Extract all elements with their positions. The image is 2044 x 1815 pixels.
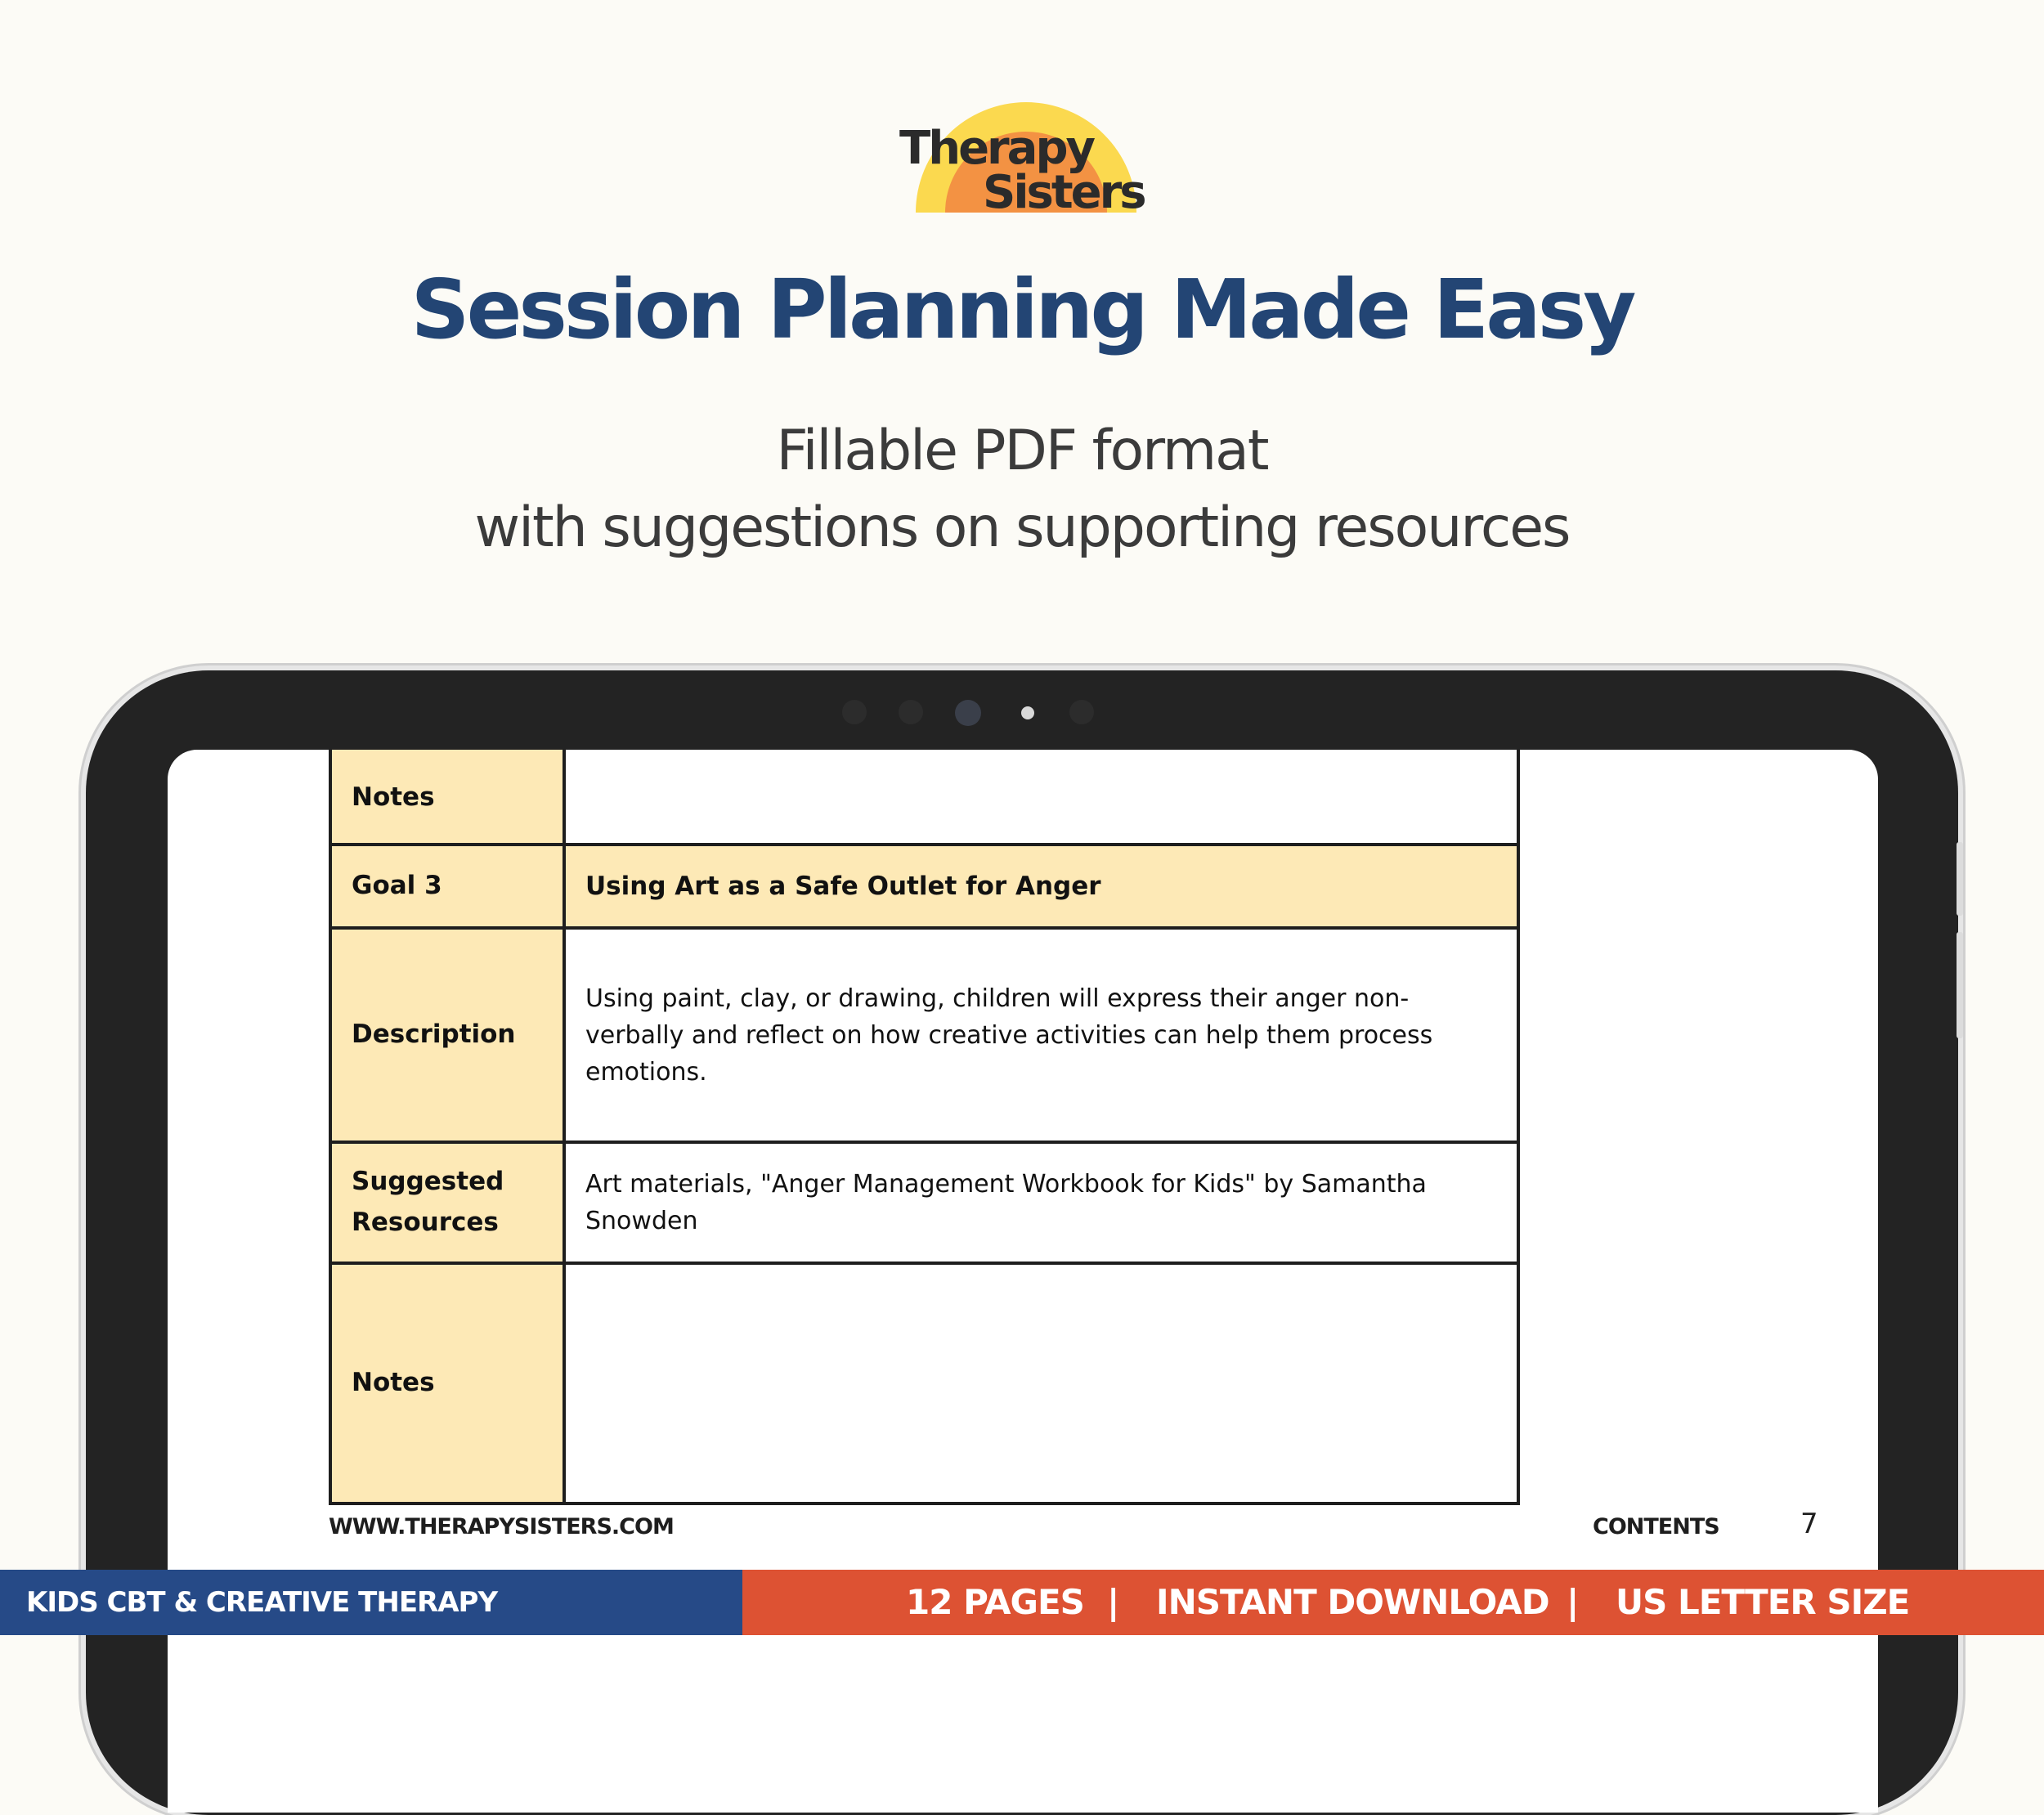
table-row [330,750,1518,845]
notes-field[interactable] [564,1263,1518,1504]
table-row [330,1263,1518,1504]
row-label: Goal 3 [330,845,564,928]
description-field[interactable]: Using paint, clay, or drawing, children will express their anger non-verbally and reflect on how creative activities can help them process emotions. [564,928,1518,1142]
tablet-side-button [1957,842,1963,916]
resources-field[interactable]: Art materials, "Anger Management Workbook for Kids" by Samantha Snowden [564,1142,1518,1263]
table-row [330,845,1518,928]
camera-lens-icon [955,700,981,726]
page-number: 7 [1800,1508,1818,1540]
sensor-dot [1069,700,1094,724]
therapy-sisters-logo [899,98,1145,219]
download-badge: INSTANT DOWNLOAD [1156,1582,1549,1622]
session-plan-table [329,750,1520,1505]
camera-light-dot [1021,706,1034,719]
brand-line2: Sisters [983,166,1145,219]
separator: | [1107,1582,1119,1622]
table-row [330,1142,1518,1263]
subheadline-line1: Fillable PDF format [776,419,1268,483]
notes-field[interactable] [564,750,1518,845]
row-label: Notes [330,1263,564,1504]
table-row [330,928,1518,1142]
feature-banner [742,1570,2044,1635]
tablet-volume-button [1957,932,1963,1038]
tablet-screen [168,750,1878,1813]
sensor-dot [899,700,923,724]
subheadline-line2: with suggestions on supporting resources [474,495,1570,560]
goal-field[interactable]: Using Art as a Safe Outlet for Anger [564,845,1518,928]
row-label: Description [330,928,564,1142]
sensor-dot [842,700,867,724]
size-badge: US LETTER SIZE [1616,1582,1910,1622]
row-label: Notes [330,750,564,845]
headline: Session Planning Made Easy [410,262,1634,357]
brand-line1: Therapy [899,122,1094,175]
category-banner: KIDS CBT & CREATIVE THERAPY [0,1570,742,1635]
footer-contents-link[interactable]: CONTENTS [1593,1514,1719,1539]
row-label: Suggested Resources [330,1142,564,1263]
separator: | [1567,1582,1579,1622]
footer-website: WWW.THERAPYSISTERS.COM [329,1514,674,1539]
pages-badge: 12 PAGES [906,1582,1084,1622]
